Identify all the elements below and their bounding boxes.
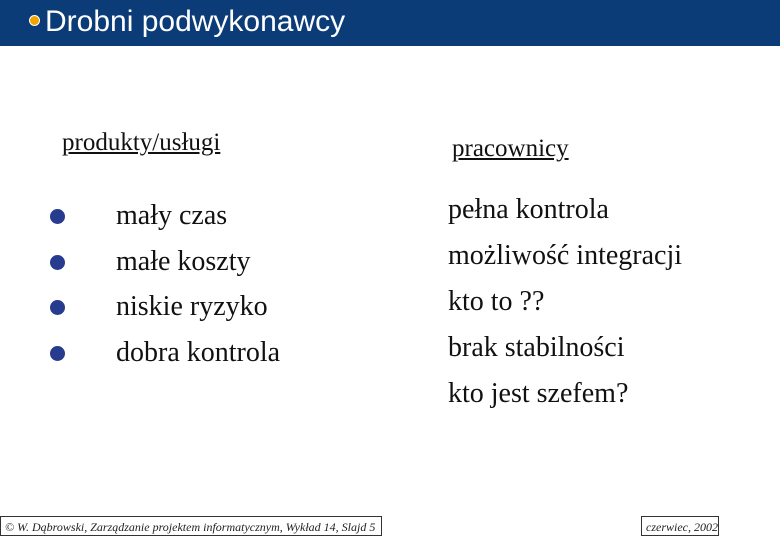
right-column-heading: pracownicy [452, 135, 569, 162]
left-list-item: niskie ryzyko [116, 291, 268, 322]
title-bullet-icon [29, 15, 40, 26]
right-list-item: kto to ?? [448, 286, 545, 317]
left-list-item: dobra kontrola [116, 337, 281, 368]
bullet-icon [50, 255, 65, 270]
left-list-item: małe koszty [116, 246, 251, 277]
right-list-item: kto jest szefem? [448, 378, 629, 409]
left-column-heading: produkty/usługi [62, 129, 221, 156]
right-list-item: możliwość integracji [448, 240, 683, 271]
bullet-icon [50, 300, 65, 315]
slide-title: Drobni podwykonawcy [45, 5, 346, 38]
bullet-icon [50, 346, 65, 361]
footer-copyright: © W. Dąbrowski, Zarządzanie projektem informatycznym, Wykład 14, Slajd 5 [0, 516, 382, 536]
footer-date: czerwiec, 2002 [641, 516, 719, 536]
right-list-item: pełna kontrola [448, 194, 609, 225]
left-list-item: mały czas [116, 200, 228, 231]
bullet-icon [50, 209, 65, 224]
title-bar [0, 0, 780, 46]
right-list-item: brak stabilności [448, 332, 625, 363]
